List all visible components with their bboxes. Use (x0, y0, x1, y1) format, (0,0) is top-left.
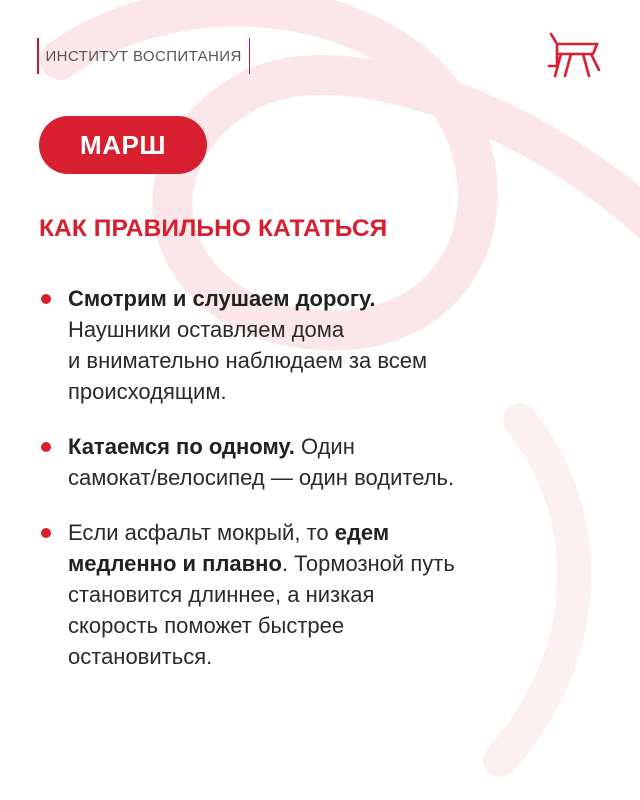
item-line: остановиться. (68, 644, 213, 669)
item-line: становится длиннее, а низкая (68, 582, 375, 607)
item-bold-text: Смотрим и слушаем дорогу. (68, 286, 376, 311)
item-line: Наушники оставляем дома (68, 317, 345, 342)
item-first-line (68, 431, 609, 462)
item-second-line (68, 548, 609, 579)
list-item (39, 283, 609, 407)
bullet-icon (41, 294, 51, 304)
item-first-line (68, 283, 609, 314)
tips-list (39, 283, 609, 696)
bullet-icon (41, 442, 51, 452)
item-line: происходящим. (68, 379, 227, 404)
item-text: . Тормозной путь (281, 551, 455, 576)
list-item (39, 431, 609, 493)
item-text: Если асфальт мокрый, то (68, 520, 335, 545)
item-bold-text: медленно и плавно (68, 551, 282, 576)
organization-name: ИНСТИТУТ ВОСПИТАНИЯ (45, 47, 242, 65)
header-divider-right (249, 38, 251, 74)
horse-logo-icon (545, 30, 603, 80)
section-heading: КАК ПРАВИЛЬНО КАТАТЬСЯ (39, 215, 388, 242)
item-bold-text: едем (334, 520, 390, 545)
category-badge: МАРШ (39, 116, 207, 174)
list-item (39, 517, 609, 672)
item-line: скорость поможет быстрее (68, 613, 345, 638)
item-text: Один (294, 434, 355, 459)
bullet-icon (41, 528, 51, 538)
item-line: и внимательно наблюдаем за всем (68, 348, 428, 373)
organization-header (37, 38, 250, 74)
item-first-line (68, 517, 609, 548)
item-line: самокат/велосипед — один водитель. (68, 465, 455, 490)
item-bold-text: Катаемся по одному. (68, 434, 295, 459)
